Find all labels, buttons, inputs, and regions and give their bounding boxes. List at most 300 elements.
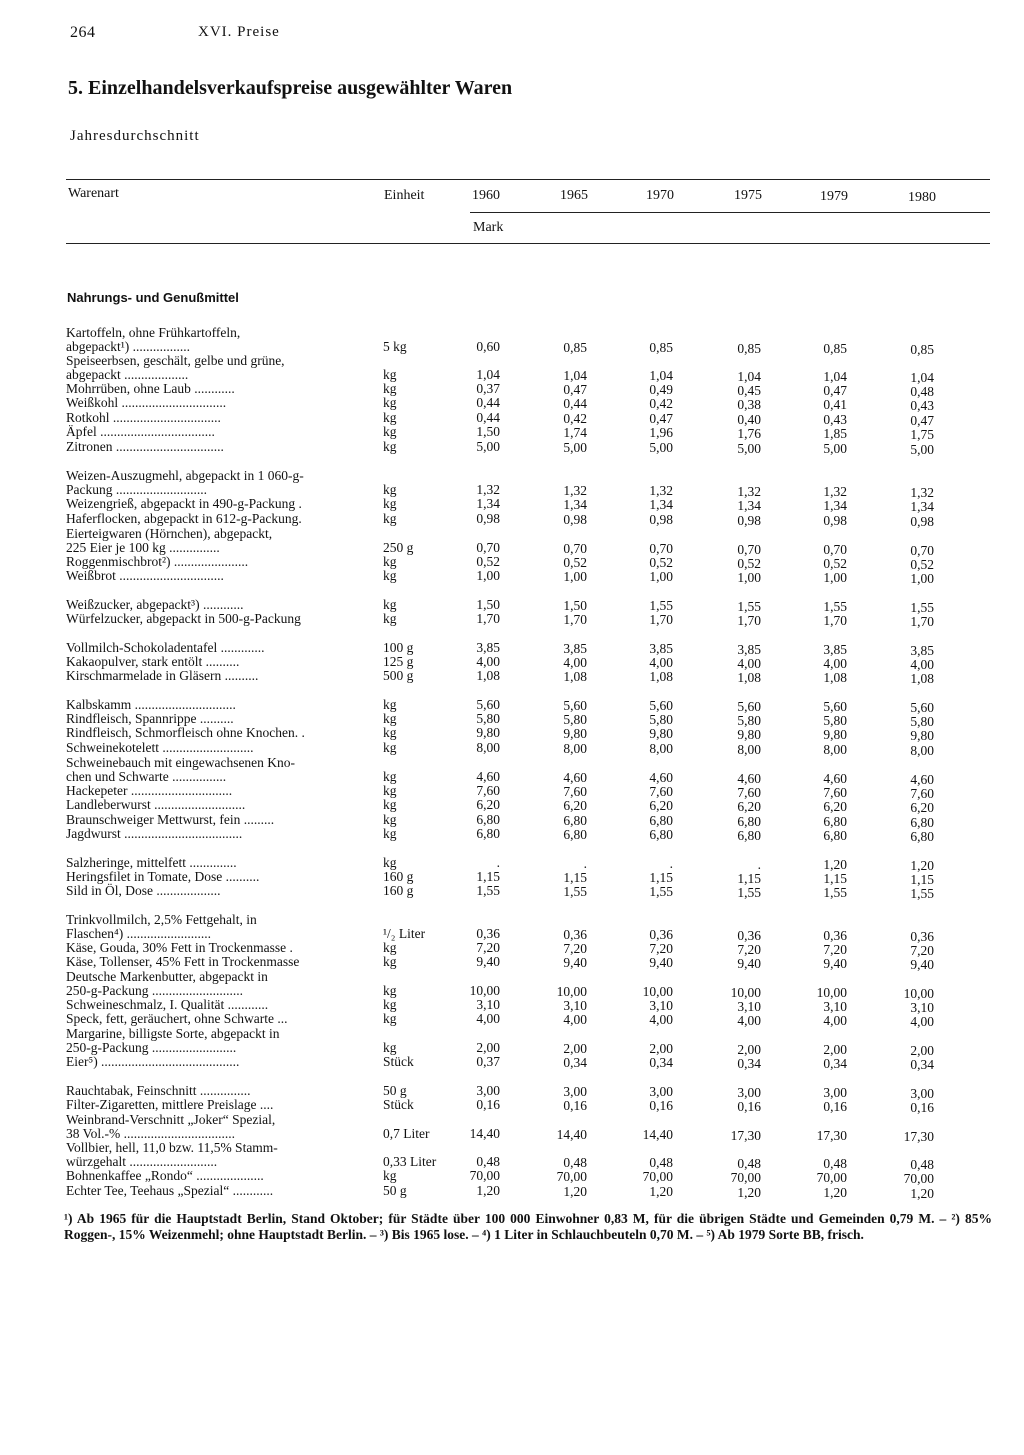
- price-cell: 0,47: [910, 413, 934, 428]
- price-cell: 0,85: [649, 340, 673, 356]
- price-cell: 0,98: [910, 514, 934, 529]
- price-cell: 8,00: [823, 742, 847, 758]
- price-cell: 1,04: [563, 367, 587, 383]
- unit-cell: 0,33 Liter: [383, 1154, 437, 1169]
- price-cell: 0,52: [823, 556, 847, 572]
- price-cell: 3,10: [737, 998, 761, 1014]
- price-cell: 4,60: [737, 770, 761, 786]
- price-cell: 2,00: [476, 1040, 500, 1055]
- price-cell: .: [583, 855, 587, 871]
- price-cell: .: [757, 856, 761, 872]
- price-cell: 0,34: [910, 1057, 934, 1072]
- item-label-text: Roggenmischbrot²) ......................: [66, 554, 249, 569]
- price-cell: 0,70: [737, 541, 761, 557]
- price-cell: 10,00: [903, 986, 934, 1001]
- price-cell: 1,00: [737, 569, 761, 585]
- price-cell: 0,44: [563, 395, 587, 411]
- price-cell: 1,75: [910, 427, 934, 442]
- price-cell: 0,48: [737, 1155, 761, 1171]
- price-cell: 6,20: [823, 799, 847, 815]
- price-cell: 5,60: [910, 700, 934, 715]
- price-cell: 0,52: [649, 555, 673, 571]
- price-cell: 3,10: [476, 997, 500, 1012]
- price-cell: 0,37: [476, 381, 500, 396]
- column-header-year: 1970: [646, 188, 674, 203]
- price-cell: 0,36: [563, 926, 587, 942]
- price-cell: 4,00: [563, 654, 587, 670]
- column-header-item: Warenart: [68, 186, 119, 201]
- price-cell: 0,36: [823, 928, 847, 944]
- unit-cell: kg: [383, 797, 397, 812]
- unit-cell: kg: [383, 1168, 397, 1183]
- price-cell: 2,00: [823, 1042, 847, 1058]
- unit-cell: 160 g: [383, 883, 414, 898]
- price-cell: 7,60: [910, 786, 934, 801]
- price-cell: 1,32: [563, 482, 587, 498]
- item-label-text: abgepackt ...................: [66, 367, 189, 382]
- column-header-year: 1960: [472, 188, 500, 203]
- price-cell: 0,52: [563, 554, 587, 570]
- unit-cell: kg: [383, 568, 397, 583]
- price-cell: 4,00: [910, 657, 934, 672]
- price-cell: 1,15: [563, 869, 587, 885]
- price-cell: 5,00: [649, 440, 673, 456]
- unit-cell: kg: [383, 554, 397, 569]
- price-cell: 6,20: [737, 798, 761, 814]
- price-cell: 0,85: [823, 341, 847, 357]
- price-cell: 1,00: [649, 569, 673, 585]
- unit-cell: kg: [383, 410, 397, 425]
- unit-cell: kg: [383, 826, 397, 841]
- price-cell: 5,60: [737, 698, 761, 714]
- price-cell: 1,55: [910, 886, 934, 901]
- price-cell: 1,70: [563, 611, 587, 627]
- price-cell: 1,74: [563, 424, 587, 440]
- item-label-text: Kakaopulver, stark entölt ..........: [66, 654, 240, 669]
- unit-cell: 500 g: [383, 668, 414, 683]
- price-cell: 5,80: [737, 712, 761, 728]
- price-cell: 1,55: [910, 600, 934, 615]
- price-cell: 8,00: [476, 740, 500, 755]
- price-cell: 4,60: [476, 769, 500, 784]
- price-cell: 7,20: [649, 941, 673, 957]
- section-heading: Nahrungs- und Genußmittel: [67, 290, 239, 305]
- price-cell: 0,98: [563, 511, 587, 527]
- price-cell: 8,00: [737, 741, 761, 757]
- price-cell: 1,15: [476, 869, 500, 884]
- item-label-text: Filter-Zigaretten, mittlere Preislage ....: [66, 1097, 274, 1112]
- item-label-text: Echter Tee, Teehaus „Spezial“ ............: [66, 1183, 274, 1198]
- price-cell: 6,80: [563, 812, 587, 828]
- item-label-text: Flaschen⁴) .........................: [66, 926, 211, 941]
- item-label-line1: Vollbier, hell, 11,0 bzw. 11,5% Stamm-: [66, 1140, 278, 1155]
- item-label-text: Rauchtabak, Feinschnitt ...............: [66, 1083, 251, 1098]
- price-cell: 0,16: [737, 1098, 761, 1114]
- unit-cell: kg: [383, 381, 397, 396]
- price-cell: 0,34: [649, 1055, 673, 1071]
- price-cell: 6,80: [563, 826, 587, 842]
- item-label-line1: Schweinebauch mit eingewachsenen Kno-: [66, 755, 296, 770]
- price-cell: 1,20: [910, 858, 934, 873]
- unit-cell: kg: [383, 725, 397, 740]
- price-cell: 1,85: [823, 426, 847, 442]
- price-cell: 1,34: [737, 497, 761, 513]
- price-cell: 5,80: [823, 713, 847, 729]
- price-cell: 1,55: [737, 598, 761, 614]
- price-cell: 0,47: [563, 381, 587, 397]
- item-label-text: Speck, fett, geräuchert, ohne Schwarte ...: [66, 1011, 288, 1026]
- item-label-line1: Eierteigwaren (Hörnchen), abgepackt,: [66, 526, 273, 541]
- unit-cell: kg: [383, 424, 397, 439]
- price-cell: 1,20: [823, 1185, 847, 1201]
- price-cell: 1,20: [649, 1184, 673, 1200]
- price-cell: 0,47: [649, 411, 673, 427]
- unit-cell: 5 kg: [383, 339, 407, 354]
- price-cell: 9,80: [737, 726, 761, 742]
- item-label-line1: Weizen-Auszugmehl, abgepackt in 1 060-g-: [66, 468, 304, 483]
- price-cell: 6,20: [563, 797, 587, 813]
- page-number: 264: [70, 24, 96, 41]
- price-cell: 0,16: [649, 1098, 673, 1114]
- price-cell: 4,00: [823, 1013, 847, 1029]
- column-header-year: 1980: [908, 190, 936, 205]
- price-cell: 1,20: [737, 1184, 761, 1200]
- price-cell: 1,20: [823, 857, 847, 873]
- price-cell: 5,00: [737, 440, 761, 456]
- unit-cell: 0,7 Liter: [383, 1126, 430, 1141]
- price-cell: 1,04: [910, 370, 934, 385]
- price-cell: 4,00: [823, 656, 847, 672]
- unit-cell: kg: [383, 597, 397, 612]
- item-label-text: Vollmilch-Schokoladentafel .............: [66, 640, 265, 655]
- item-label-line1: Deutsche Markenbutter, abgepackt in: [66, 969, 268, 984]
- price-cell: 6,20: [649, 798, 673, 814]
- price-cell: 4,60: [910, 772, 934, 787]
- unit-cell: kg: [383, 983, 397, 998]
- unit-cell: kg: [383, 997, 397, 1012]
- item-label-text: 250-g-Packung ...........................: [66, 983, 243, 998]
- price-cell: 1,04: [649, 368, 673, 384]
- price-cell: .: [669, 856, 673, 872]
- item-label-line1: Weinbrand-Verschnitt „Joker“ Spezial,: [66, 1112, 276, 1127]
- price-cell: 3,85: [910, 643, 934, 658]
- item-label-text: Käse, Tollenser, 45% Fett in Trockenmasse: [66, 954, 300, 969]
- unit-cell: kg: [383, 496, 397, 511]
- price-cell: 5,60: [476, 697, 500, 712]
- item-label-line1: Speiseerbsen, geschält, gelbe und grüne,: [66, 353, 285, 368]
- price-cell: 0,34: [737, 1055, 761, 1071]
- price-cell: 5,00: [476, 439, 500, 454]
- column-header-year: 1965: [560, 188, 588, 203]
- price-cell: 4,00: [649, 1012, 673, 1028]
- price-cell: 1,00: [563, 568, 587, 584]
- item-label-text: Weißbrot ...............................: [66, 568, 224, 583]
- unit-cell: kg: [383, 697, 397, 712]
- price-cell: 3,85: [737, 641, 761, 657]
- price-cell: 4,00: [910, 1014, 934, 1029]
- price-cell: 0,48: [910, 1157, 934, 1172]
- price-cell: 9,80: [910, 728, 934, 743]
- price-cell: 0,36: [910, 929, 934, 944]
- price-cell: 1,15: [823, 871, 847, 887]
- unit-cell: 100 g: [383, 640, 414, 655]
- price-cell: 7,60: [737, 784, 761, 800]
- price-cell: 6,20: [476, 797, 500, 812]
- price-cell: 1,04: [476, 367, 500, 382]
- price-cell: 4,00: [476, 654, 500, 669]
- price-cell: 4,00: [563, 1011, 587, 1027]
- price-cell: 0,52: [476, 554, 500, 569]
- price-cell: 3,10: [910, 1000, 934, 1015]
- price-cell: 1,55: [823, 885, 847, 901]
- price-cell: 0,70: [649, 541, 673, 557]
- item-label-text: Schweinekotelett ...........................: [66, 740, 254, 755]
- unit-cell: 125 g: [383, 654, 414, 669]
- unit-cell: kg: [383, 711, 397, 726]
- price-cell: 5,60: [823, 699, 847, 715]
- price-cell: 7,20: [910, 943, 934, 958]
- price-cell: 1,55: [823, 599, 847, 615]
- price-cell: 3,00: [563, 1083, 587, 1099]
- price-cell: 1,55: [737, 884, 761, 900]
- item-label-text: Rotkohl ................................: [66, 410, 221, 425]
- item-label-text: Zitronen ................................: [66, 439, 224, 454]
- price-cell: 1,70: [649, 612, 673, 628]
- price-cell: 0,37: [476, 1054, 500, 1069]
- price-cell: 0,45: [737, 382, 761, 398]
- item-label-text: Bohnenkaffee „Rondo“ ....................: [66, 1168, 264, 1183]
- price-cell: 1,76: [737, 425, 761, 441]
- price-cell: 0,48: [476, 1154, 500, 1169]
- price-cell: 0,48: [823, 1156, 847, 1172]
- unit-cell: 50 g: [383, 1183, 407, 1198]
- price-cell: 7,20: [737, 941, 761, 957]
- item-label-text: Weizengrieß, abgepackt in 490-g-Packung .: [66, 496, 302, 511]
- price-cell: 17,30: [816, 1128, 847, 1144]
- price-cell: 5,00: [823, 441, 847, 457]
- price-cell: 0,98: [476, 511, 500, 526]
- price-cell: 1,50: [476, 424, 500, 439]
- unit-cell: kg: [383, 1011, 397, 1026]
- item-label-line1: Trinkvollmilch, 2,5% Fettgehalt, in: [66, 912, 257, 927]
- price-cell: 5,60: [649, 698, 673, 714]
- price-cell: 7,20: [476, 940, 500, 955]
- price-cell: 6,80: [910, 815, 934, 830]
- price-cell: 4,00: [649, 655, 673, 671]
- item-label-text: Braunschweiger Mettwurst, fein .........: [66, 812, 275, 827]
- footnotes: [64, 1211, 992, 1243]
- chapter-title: XVI. Preise: [198, 24, 280, 40]
- price-cell: 1,04: [823, 369, 847, 385]
- table-title: 5. Einzelhandelsverkaufspreise ausgewählter Waren: [68, 77, 513, 99]
- price-cell: 8,00: [563, 740, 587, 756]
- item-label-text: Eier⁵) .........................................: [66, 1054, 240, 1069]
- price-cell: 4,60: [823, 771, 847, 787]
- price-cell: 10,00: [556, 983, 587, 999]
- price-cell: 1,50: [563, 597, 587, 613]
- price-cell: 0,36: [476, 926, 500, 941]
- price-cell: 0,44: [476, 395, 500, 410]
- mid-rule: [470, 212, 990, 213]
- price-cell: 3,10: [649, 998, 673, 1014]
- price-cell: 4,00: [737, 1012, 761, 1028]
- price-cell: 1,04: [737, 368, 761, 384]
- item-label-line1: Kartoffeln, ohne Frühkartoffeln,: [66, 325, 241, 340]
- price-cell: 6,80: [823, 814, 847, 830]
- price-cell: 1,08: [649, 669, 673, 685]
- price-cell: 1,34: [649, 497, 673, 513]
- price-cell: 3,10: [823, 999, 847, 1015]
- price-cell: 14,40: [642, 1127, 673, 1143]
- column-header-year: 1979: [820, 189, 848, 204]
- price-cell: 3,00: [910, 1086, 934, 1101]
- price-cell: 1,15: [649, 870, 673, 886]
- price-cell: 5,80: [476, 711, 500, 726]
- price-cell: 0,98: [649, 512, 673, 528]
- unit-cell: kg: [383, 395, 397, 410]
- price-cell: 10,00: [816, 985, 847, 1001]
- unit-cell: 50 g: [383, 1083, 407, 1098]
- price-cell: 1,00: [910, 571, 934, 586]
- price-cell: 70,00: [816, 1170, 847, 1186]
- item-label-text: Würfelzucker, abgepackt in 500-g-Packung: [66, 611, 301, 626]
- price-cell: 0,98: [823, 513, 847, 529]
- price-cell: 0,70: [476, 540, 500, 555]
- price-cell: 1,20: [476, 1183, 500, 1198]
- item-label-text: Weißkohl ...............................: [66, 395, 227, 410]
- price-cell: 10,00: [730, 984, 761, 1000]
- price-cell: 9,40: [737, 955, 761, 971]
- price-cell: 1,32: [910, 485, 934, 500]
- price-cell: 0,40: [737, 411, 761, 427]
- price-cell: 70,00: [903, 1171, 934, 1186]
- price-cell: 0,98: [737, 512, 761, 528]
- price-cell: 9,80: [823, 727, 847, 743]
- price-cell: 1,34: [823, 498, 847, 514]
- price-cell: 1,70: [737, 612, 761, 628]
- price-cell: 9,40: [476, 954, 500, 969]
- price-cell: 6,80: [823, 828, 847, 844]
- price-cell: 0,16: [823, 1099, 847, 1115]
- price-cell: 1,50: [476, 597, 500, 612]
- price-cell: 9,80: [649, 726, 673, 742]
- price-cell: 1,20: [563, 1183, 587, 1199]
- price-cell: 0,34: [563, 1054, 587, 1070]
- price-cell: 0,52: [737, 555, 761, 571]
- unit-cell: kg: [383, 783, 397, 798]
- price-cell: 5,00: [563, 439, 587, 455]
- price-cell: 2,00: [563, 1040, 587, 1056]
- price-cell: 5,80: [649, 712, 673, 728]
- unit-cell: kg: [383, 769, 397, 784]
- unit-cell: kg: [383, 611, 397, 626]
- price-cell: 3,00: [476, 1083, 500, 1098]
- price-cell: 1,20: [910, 1186, 934, 1201]
- price-cell: 9,40: [910, 957, 934, 972]
- price-cell: 5,60: [563, 697, 587, 713]
- unit-cell: kg: [383, 511, 397, 526]
- price-cell: 6,80: [910, 829, 934, 844]
- item-label-text: chen und Schwarte ................: [66, 769, 227, 784]
- price-cell: 9,40: [563, 954, 587, 970]
- item-label-text: 250-g-Packung .........................: [66, 1040, 237, 1055]
- price-cell: 2,00: [910, 1043, 934, 1058]
- price-cell: 6,80: [476, 826, 500, 841]
- table-subtitle: Jahresdurchschnitt: [70, 128, 200, 144]
- price-cell: 4,60: [649, 770, 673, 786]
- price-cell: 5,00: [910, 442, 934, 457]
- price-cell: 1,34: [476, 496, 500, 511]
- item-label-text: Rindfleisch, Spannrippe ..........: [66, 711, 234, 726]
- price-cell: 1,08: [563, 668, 587, 684]
- price-cell: 5,80: [563, 711, 587, 727]
- price-cell: 3,85: [476, 640, 500, 655]
- price-cell: 1,96: [649, 425, 673, 441]
- price-cell: 0,38: [737, 396, 761, 412]
- price-cell: 6,20: [910, 800, 934, 815]
- price-cell: 0,42: [563, 410, 587, 426]
- price-cell: 0,43: [823, 412, 847, 428]
- price-cell: 0,36: [649, 927, 673, 943]
- top-rule: [66, 179, 990, 180]
- price-cell: 3,00: [649, 1084, 673, 1100]
- price-cell: 6,80: [737, 827, 761, 843]
- item-label-text: Landleberwurst ...........................: [66, 797, 246, 812]
- price-cell: 6,80: [649, 827, 673, 843]
- price-cell: 1,15: [737, 870, 761, 886]
- price-cell: 3,00: [823, 1085, 847, 1101]
- unit-cell: 160 g: [383, 869, 414, 884]
- price-cell: 0,48: [649, 1155, 673, 1171]
- price-cell: 1,70: [823, 613, 847, 629]
- price-cell: 70,00: [469, 1168, 500, 1183]
- price-cell: 14,40: [469, 1126, 500, 1141]
- price-cell: 0,85: [910, 342, 934, 357]
- price-cell: 0,41: [823, 397, 847, 413]
- item-label-text: abgepackt¹) .................: [66, 339, 191, 354]
- price-cell: 1,32: [737, 483, 761, 499]
- price-cell: 0,34: [823, 1056, 847, 1072]
- price-cell: 70,00: [642, 1169, 673, 1185]
- price-cell: 0,36: [737, 927, 761, 943]
- unit-cell: 250 g: [383, 540, 414, 555]
- price-cell: 0,52: [910, 557, 934, 572]
- item-label-text: Kalbskamm ..............................: [66, 697, 236, 712]
- item-label-text: 225 Eier je 100 kg ...............: [66, 540, 220, 555]
- price-cell: 1,08: [737, 669, 761, 685]
- price-cell: 1,55: [649, 884, 673, 900]
- price-cell: 9,80: [476, 725, 500, 740]
- price-cell: 0,16: [476, 1097, 500, 1112]
- item-label-text: Heringsfilet in Tomate, Dose ..........: [66, 869, 260, 884]
- currency-label: Mark: [473, 220, 504, 235]
- price-cell: 1,32: [476, 482, 500, 497]
- item-label-text: Haferflocken, abgepackt in 612-g-Packung.: [66, 511, 302, 526]
- price-cell: 1,32: [649, 483, 673, 499]
- item-label-text: Hackepeter ..............................: [66, 783, 233, 798]
- price-cell: 5,80: [910, 714, 934, 729]
- price-cell: 1,08: [476, 668, 500, 683]
- price-cell: 0,42: [649, 396, 673, 412]
- price-cell: 8,00: [910, 743, 934, 758]
- price-cell: 0,16: [910, 1100, 934, 1115]
- price-cell: 4,00: [737, 655, 761, 671]
- unit-cell: kg: [383, 1040, 397, 1055]
- item-label-text: Kirschmarmelade in Gläsern ..........: [66, 668, 259, 683]
- unit-cell: kg: [383, 439, 397, 454]
- price-cell: 0,85: [563, 339, 587, 355]
- price-cell: 1,55: [476, 883, 500, 898]
